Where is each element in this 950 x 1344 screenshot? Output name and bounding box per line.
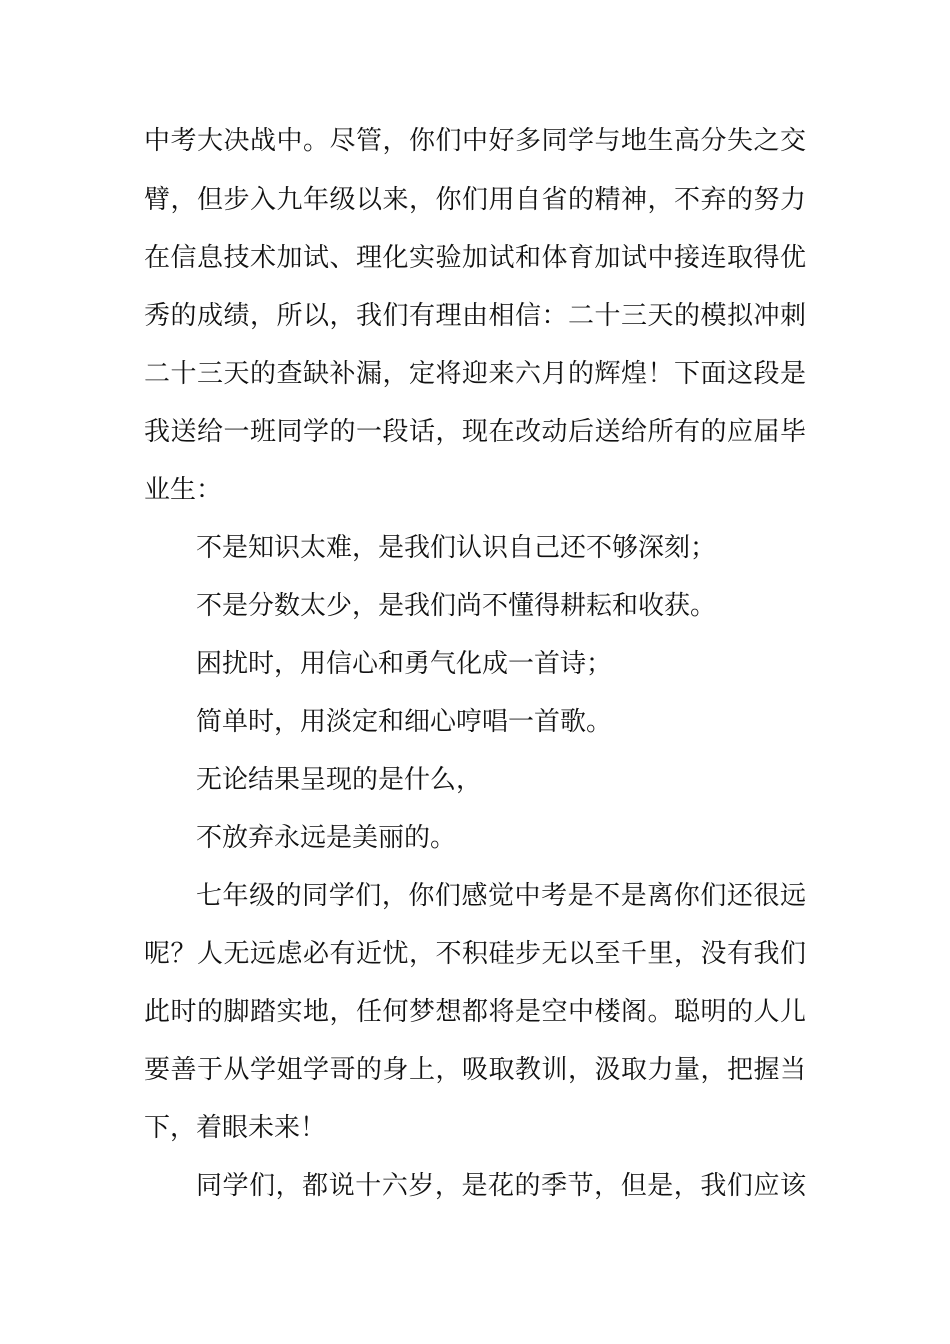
paragraph-line: 中考大决战中。尽管，你们中好多同学与地生高分失之交: [144, 126, 806, 156]
paragraph-line: 在信息技术加试、理化实验加试和体育加试中接连取得优: [144, 243, 806, 273]
poem-line: 不是分数太少，是我们尚不懂得耕耘和收获。: [196, 591, 717, 621]
paragraph-line: 秀的成绩，所以，我们有理由相信：二十三天的模拟冲刺: [144, 301, 806, 331]
paragraph-line: 此时的脚踏实地，任何梦想都将是空中楼阁。聪明的人儿: [144, 997, 806, 1027]
poem-line: 无论结果呈现的是什么，: [196, 765, 483, 795]
paragraph-line: 要善于从学姐学哥的身上，吸取教训，汲取力量，把握当: [144, 1055, 806, 1085]
paragraph-line: 我送给一班同学的一段话，现在改动后送给所有的应届毕: [144, 417, 806, 447]
poem-line: 简单时，用淡定和细心哼唱一首歌。: [196, 707, 613, 737]
paragraph-line: 下，着眼未来！: [144, 1113, 327, 1143]
paragraph-line: 二十三天的查缺补漏，定将迎来六月的辉煌！下面这段是: [144, 359, 806, 389]
paragraph-line: 呢？人无远虑必有近忧，不积硅步无以至千里，没有我们: [144, 939, 806, 969]
poem-line: 不是知识太难，是我们认识自己还不够深刻；: [196, 533, 717, 563]
poem-line: 困扰时，用信心和勇气化成一首诗；: [196, 649, 613, 679]
poem-line: 不放弃永远是美丽的。: [196, 823, 457, 853]
paragraph-line: 七年级的同学们，你们感觉中考是不是离你们还很远: [196, 881, 806, 911]
paragraph-line: 业生：: [144, 475, 223, 505]
paragraph-line: 臂，但步入九年级以来，你们用自省的精神，不弃的努力: [144, 185, 806, 215]
paragraph-line: 同学们，都说十六岁，是花的季节，但是，我们应该: [196, 1171, 806, 1201]
